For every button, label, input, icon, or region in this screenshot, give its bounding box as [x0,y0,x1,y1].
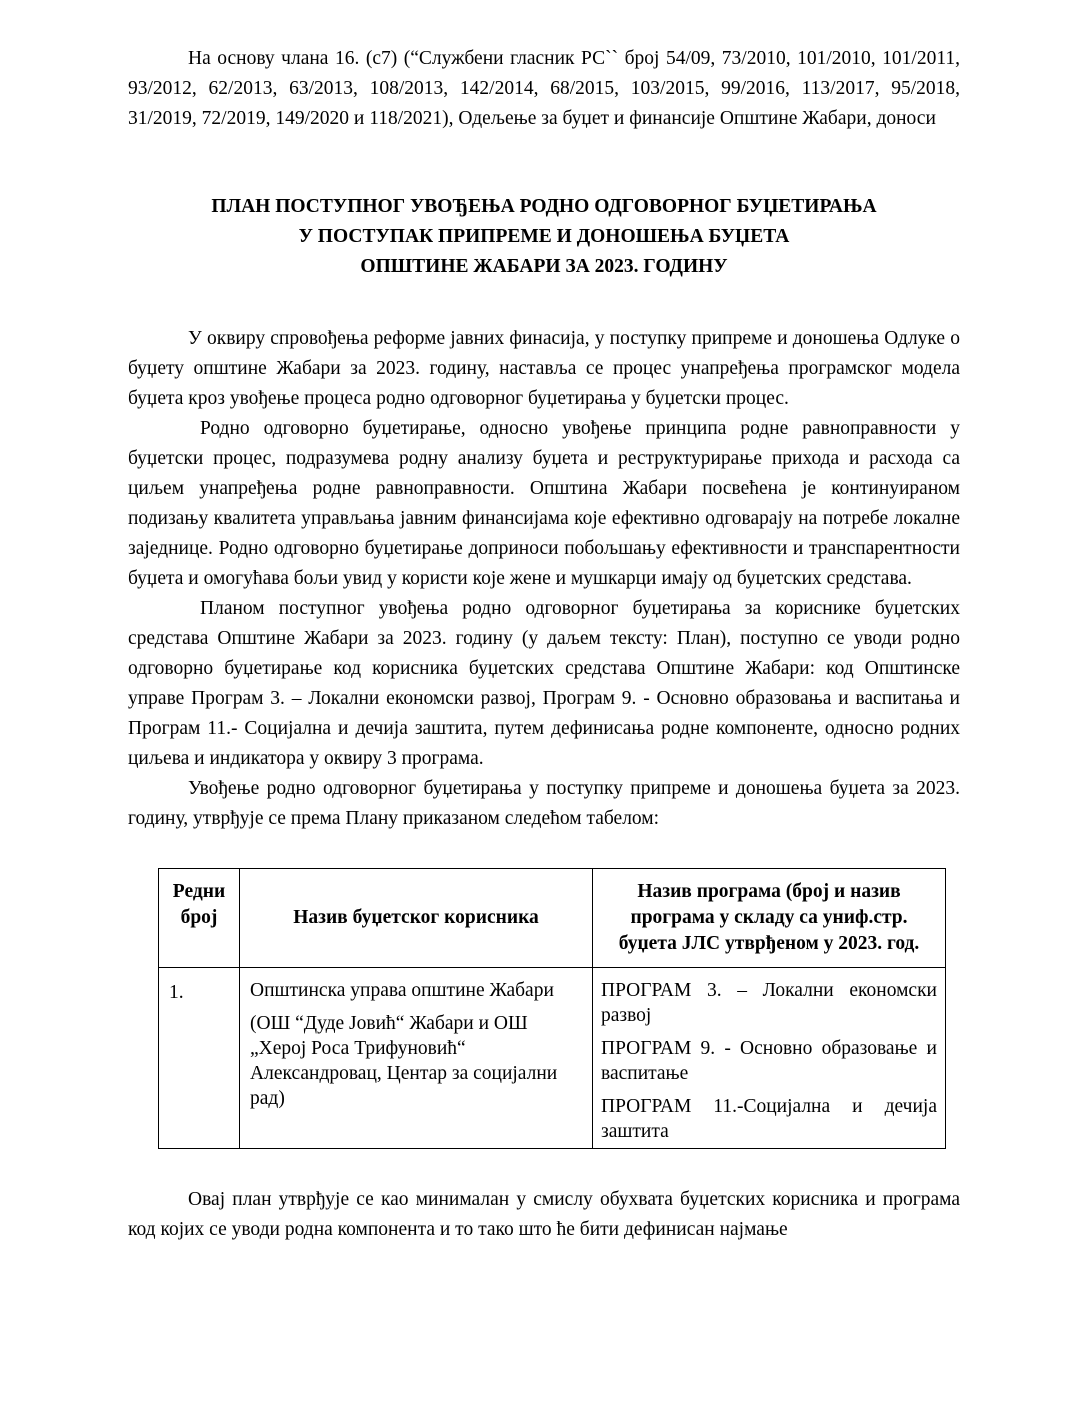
header-program: Назив програма (број и назив програма у складу са униф.стр. буџета ЈЛС утврђеном у 2023. год. [593,869,946,968]
table-header-row [159,869,946,968]
cell-programs [593,968,946,1149]
budget-user-name: Општинска управа општине Жабари [250,980,554,1001]
cell-ordinal: 1. [159,968,240,1149]
paragraph-plan: Планом поступног увођења родно одговорног буџетирања за кориснике буџетских средстава Општине Жабари за 2023. годину (у даљем тексту: План), поступно се уводи родно одговорно буџетирање код корисника буџетских средстава Општине Жабари: код Општинске управе Програм 3. – Локални економски развој, Програм 9. - Основно образовања и васпитања и Програм 11.- Социјална и дечија заштита, путем дефинисања родне компоненте, односно родних циљева и индикатора у оквиру 3 програма. [128,598,960,769]
budget-user-institutions: (ОШ “Дуде Јовић“ Жабари и ОШ „Херој Роса Трифуновић“ Александровац, Центар за социјални рад) [250,1013,558,1109]
title-line-1: ПЛАН ПОСТУПНОГ УВОЂЕЊА РОДНО ОДГОВОРНОГ БУЏЕТИРАЊА [211,196,877,217]
document-content [128,44,960,1245]
cell-budget-user [240,968,593,1149]
header-budget-user: Назив буџетског корисника [240,869,593,968]
intro-paragraph: На основу члана 16. (с7) (“Службени гласник РС`` број 54/09, 73/2010, 101/2010, 101/2011, 93/2012, 62/2013, 63/2013, 108/2013, 142/2014, 68/2015, 103/2015, 99/2016, 113/2017, 95/2018, 31/2019, 72/2019, 149/2020 и 118/2021), Одељење за буџет и финансије Општине Жабари, доноси [128,48,960,129]
paragraph-minimal-plan: Овај план утврђује се као минималан у смислу обухвата буџетских корисника и програма код којих се уводи родна компонента и то тако што ће бити дефинисан најмање [128,1189,960,1240]
paragraph-table-intro: Увођење родно одговорног буџетирања у поступку припреме и доношења буџета за 2023. годину, утврђује се према Плану приказаном следећом табелом: [128,778,960,829]
header-ordinal: Редни број [159,869,240,968]
document-title [128,192,960,282]
table-row [159,968,946,1149]
plan-table [158,868,946,1149]
title-line-2: У ПОСТУПАК ПРИПРЕМЕ И ДОНОШЕЊА БУЏЕТА [298,226,790,247]
title-line-3: ОПШТИНЕ ЖАБАРИ ЗА 2023. ГОДИНУ [360,256,728,277]
paragraph-definition: Родно одговорно буџетирање, односно увођење принципа родне равноправности у буџетски процес, подразумева родну анализу буџета и реструктурирање прихода и расхода са циљем унапређења родне равноправности. Општина Жабари посвећена је континуираном подизању квалитета управљања јавним финансијама које ефективно одговарају на потребе локалне заједнице. Родно одговорно буџетирање доприноси побољшању ефективности и транспарентности буџета и омогућава бољи увид у користи које жене и мушкарци имају од буџетских средстава. [128,418,960,589]
paragraph-reform: У оквиру спровођења реформе јавних финасија, у поступку припреме и доношења Одлуке о буџету општине Жабари за 2023. годину, наставља се процес унапређења програмског модела буџета кроз увођење процеса родно одговорног буџетирања у буџетски процес. [128,328,960,409]
program-item: ПРОГРАМ 9. - Основно образовање и васпитање [601,1038,937,1084]
program-item: ПРОГРАМ 11.-Социјална и дечија заштита [601,1096,937,1142]
program-item: ПРОГРАМ 3. – Локални економски развој [601,980,937,1026]
